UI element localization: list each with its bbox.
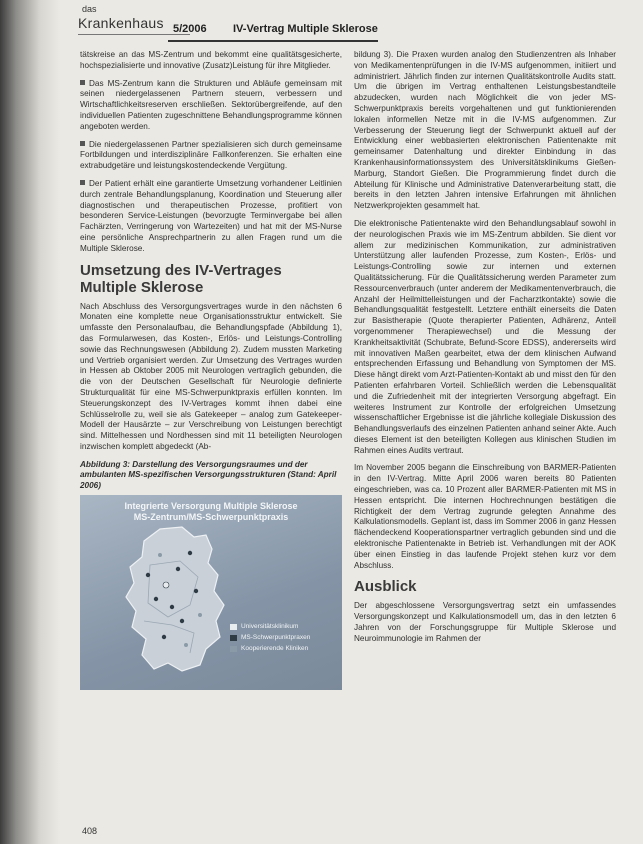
running-title: IV-Vertrag Multiple Sklerose: [233, 23, 378, 35]
logo-das: das: [82, 4, 97, 14]
legend-label: Universitätsklinikum: [241, 623, 299, 631]
section-heading: Ausblick: [354, 578, 417, 596]
figure-map: [80, 495, 342, 690]
bullet-text: Der Patient erhält eine garantierte Umsetzung vorhandener Leitlinien durch zentrale Behandlungsplanung, Koordination und Steuerung aller diagnostischen und therapeutischen Prozesse, profitiert von besonderen Service-Leistungen (bevorzugte Terminvergabe bei allen Fachärzten, Verringerung von Wartezeiten) und hat mit der MS-Nurse eine persönliche Ansprechpartnerin zu allen Fragen rund um die Multiple Sklerose.: [80, 178, 342, 253]
logo-krankenhaus: Krankenhaus: [78, 15, 164, 31]
figure-caption: Abbildung 3: Darstellung des Versorgungsraumes und der ambulanten MS-spezifischen Versorgungsstrukturen (Stand: April 2006): [80, 459, 337, 490]
bullet-item: [80, 79, 342, 133]
right-column: [354, 50, 616, 652]
legend-item: [230, 645, 338, 653]
magazine-page: [38, 0, 643, 844]
bullet-text: Die niedergelassenen Partner spezialisieren sich durch gemeinsame Fortbildungen und interdisziplinäre Fallkonferenzen. Sie erhalten eine extrabudgetäre und leistungskostendeckende Vergütung.: [80, 139, 342, 171]
figure-legend: [230, 623, 338, 656]
paragraph: bildung 3). Die Praxen wurden analog den Studienzentren als Inhaber von Medikamentenprüfungen in die IV-MS aufgenommen, initiiert und administriert. Jährlich finden zur internen Qualitätskontrolle Audits statt. Um die übrigen im Vertrag enthaltenen Leistungsbestandteile abzudecken, wurden nach Möglichkeit die von jeder MS-Schwerpunktpraxis bereits vorgehaltenen und gut funktionierenden lokalen informellen Netze mit in die IV-MS aufgenommen. Zur Verbesserung der Steuerung liegt der Schwerpunkt aktuell auf der Entwicklung einer webbasierten elektronischen Patientenakte mit gemeinsamer Datenhaltung und direkter Einbindung in das Krankenhausinformationssystem des Universitätsklinikums Gießen-Marburg, Standort Gießen. Die Programmierung findet durch die Abteilung für Klinische und Administrative Datenverarbeitung statt, die bereits in den letzten Jahren intensive Erfahrungen mit ähnlichen Netzwerkprojekten gesammelt hat.: [354, 50, 616, 211]
header-rule: [168, 40, 378, 42]
legend-swatch-icon: [230, 635, 237, 641]
bullet-item: [80, 179, 342, 255]
legend-item: [230, 623, 338, 631]
paragraph: Nach Abschluss des Versorgungsvertrages wurde in den nächsten 6 Monaten eine komplette neue Organisationsstruktur entwickelt. Sie umfasste den Personalaufbau, die Behandlungspfade (Abbildung 1), das Formularwesen, das Kosten-, Erlös- und Leistungs-Controlling sowie das Rechnungswesen (Abbildung 2). Zudem mussten Marketing und Vertrieb organisiert werden. Zur Umsetzung des Vertrages wurden in Hessen ab Oktober 2005 mit Neurologen vertraglich gebunden, die die von der Deutschen Gesellschaft für Neurologie definierte Strukturqualität für eine MS-Schwerpunktpraxis erfüllen konnten. Im Steuerungskonzept des IV-Vertrages kommt ihnen dabei eine Schlüsselrolle zu, weil sie als Gatekeeper – analog zum Gatekeeper-Modell der Hausärzte – zur Verschreibung von Leistungen berechtigt sind. Mittelhessen und Nordhessen sind mit 11 beteiligten Neurologen inzwischen komplett abgedeckt (Ab-: [80, 301, 342, 451]
issue-number: 5/2006: [173, 23, 207, 35]
left-column: [80, 50, 342, 690]
bullet-square-icon: [80, 141, 85, 146]
section-heading: Umsetzung des IV-Vertrages Multiple Sklerose: [80, 261, 282, 296]
bullet-square-icon: [80, 80, 85, 85]
legend-item: [230, 634, 338, 642]
paragraph: Im November 2005 begann die Einschreibung von BARMER-Patienten in den IV-Vertrag. Mitte April 2006 waren bereits 80 Patienten eingeschrieben, was ca. 10 Prozent aller BARMER-Patienten mit MS in Hessen entspricht. Die internen Hochrechnungen bestätigen die Richtigkeit der dem Vertrag zugrunde gelegten Annahme des Kalkulationsmodells. Geplant ist, dass im Sommer 2006 in ganz Hessen flächendeckend Kooperationspartner vertraglich gebunden sind und die elektronische Patientenakte in Betrieb ist. Verhandlungen mit der AOK über einen Einstieg in das laufende Projekt stehen kurz vor dem Abschluss.: [354, 463, 616, 570]
bullet-square-icon: [80, 180, 85, 185]
legend-swatch-icon: [230, 646, 237, 652]
paragraph: tätskreise an das MS-Zentrum und bekommt eine qualitätsgesicherte, hochspezialisierte und innovative (Zusatz)Leistung für ihre Mitglieder.: [80, 50, 342, 70]
bullet-item: [80, 140, 342, 172]
page-number: 408: [82, 826, 98, 836]
figure-title-line-1: Integrierte Versorgung Multiple Sklerose: [124, 501, 298, 512]
figure-title-line-2: MS-Zentrum/MS-Schwerpunktpraxis: [133, 512, 289, 523]
paragraph: Die elektronische Patientenakte wird den Behandlungsablauf sowohl in der neurologischen Praxis wie im MS-Zentrum abbilden. Sie dient vor allem zur medizinischen Kommunikation, zur administrativen Unterstützung aller laufenden Prozesse, zum Kosten-, Erlös- und Leistungs-Controlling sowie zur internen und externen Qualitätssicherung. Für die Qualitätssicherung werden Parameter zum Ressourcenverbrauch (unter anderem der Medikamentenverbrauch, die Anzahl der Heilmittelleistungen und der Facharztkontakte) sowie die Behandlungsqualität festgestellt. Letztere enthält einerseits die Daten zur Basistherapie (Quote therapierter Patienten, Adhärenz, Anteil vorgenommener Therapiewechsel) und die Messung der Krankheitsaktivität (Schubrate, Befund-Score EDSS), andererseits wird mit innovativen Maßen gearbeitet, etwa der dem klinischen Aufwand entsprechenden Erfassung und Behandlung von Symptomen der MS. Diese hängt direkt vom Arzt-Patienten-Kontakt ab und misst den für den Patienten erfahrbaren Vorteil. Schließlich werden die Lebensqualität und die Zufriedenheit mit der integrierten Versorgung abgefragt. Ein weiteres Instrument zur Kontrolle der erfolgreichen Umsetzung wissenschaftlicher Ergebnisse ist die jährliche kollegiale Diskussion des Behandlungsverlaufs des einzelnen Patienten anhand seiner Akte. Auch dieses Element ist den beteiligten Kollegen aus klinischen Studien im Rahmen eines Audits vertraut.: [354, 218, 616, 455]
legend-label: Kooperierende Kliniken: [241, 645, 309, 653]
legend-label: MS-Schwerpunktpraxen: [241, 634, 311, 642]
bullet-text: Das MS-Zentrum kann die Strukturen und Abläufe gemeinsam mit seinen niedergelassenen Partnern steuern, verbessern und Wirtschaftlichkeitsreserven erschließen. Sektorübergreifende, auf den individuellen Patienten zugeschnittene Behandlungsprogramme können angeboten werden.: [80, 78, 342, 131]
hessen-map-icon: [120, 525, 230, 675]
figure-title: [86, 501, 336, 523]
paragraph: Der abgeschlossene Versorgungsvertrag setzt ein umfassendes Versorgungskonzept und Kalkulationsmodell um, das in den letzten 6 Jahren von der Forschungsgruppe für Multiple Sklerose und Neuroimmunologie im Rahmen der: [354, 601, 616, 643]
legend-swatch-icon: [230, 624, 237, 630]
page-header: [38, 0, 638, 44]
